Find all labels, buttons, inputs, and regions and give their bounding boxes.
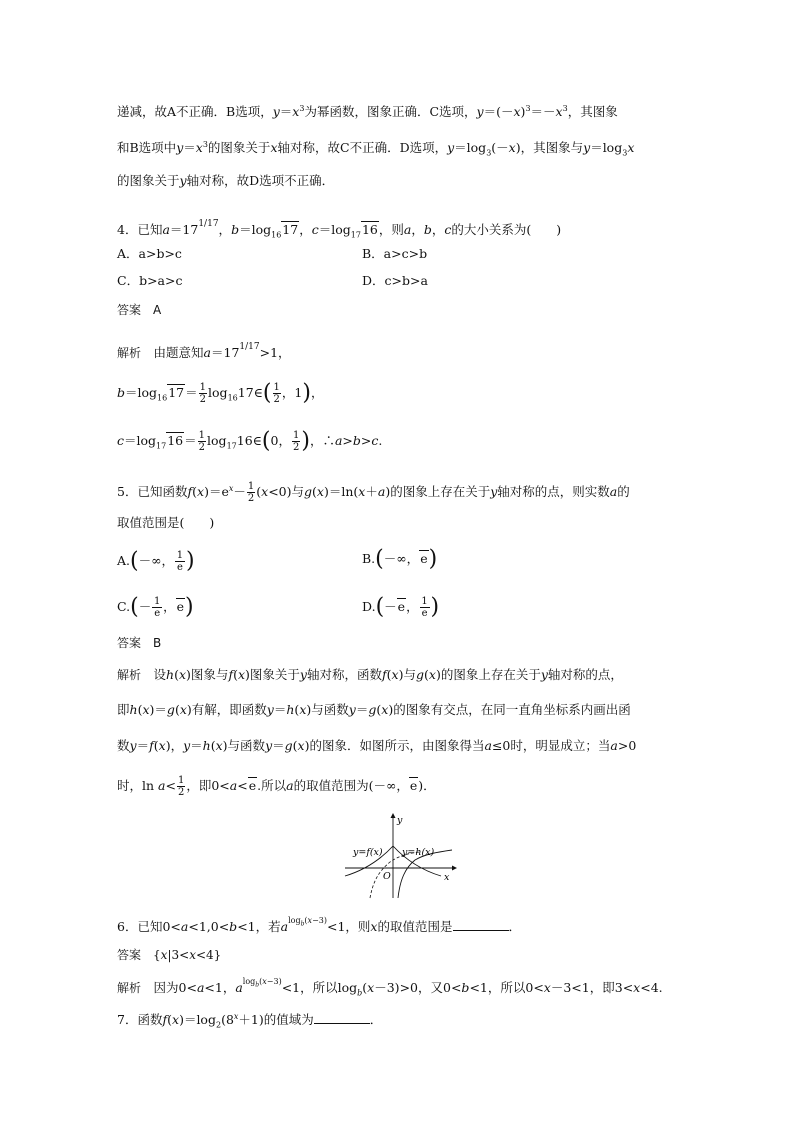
q6-analysis: 解析 因为0<a<1，$a^{log_b(x-3)}<1$，所以$\log_b(x-3)>0$，又0<b<1，所以0<x－3<1，即3<x<4. [117,977,663,998]
q4-option-d[interactable]: D．c>b>a [362,273,428,288]
q7-stem: 7．函数$f(x)=\log_2(8^x+1)$的值域为 ． [117,1012,383,1030]
q5-stem-1: 5．已知函数$f(x)=e^x-$ $\frac{1}{2}$ (x<0)与g(x)＝ln(x＋a)的图象上存在关于y轴对称的点，则实数a的 [117,481,630,505]
q5-analysis-3: 数y＝f(x)，y＝h(x)与函数y＝g(x)的图象．如图所示，由图象得当a≤0时，明显成立；当a>0 [117,738,637,753]
q4-analysis-1: 解析 由题意知$a=17^{1/17}>1$， [117,342,291,361]
q5-option-c[interactable]: C.(－ $\frac{1}{e}$ ，e) [117,594,194,620]
function-graph-figure [340,810,460,900]
cont-line-1: 递减，故A不正确．B选项，$y=x^3$为幂函数，图象正确．C选项，$y=(-x)^3=-x^3$，其图象 [117,104,618,120]
q4-number: 4． [117,222,138,238]
q4-stem: 4．已知$a=17^{1/17}$，$b=\log_{16}17$，$c=\log_{17}16$，则a，b，c的大小关系为( ) [117,219,562,240]
q4-option-c[interactable]: C．b>a>c [117,273,183,288]
q5-analysis-2: 即h(x)＝g(x)有解，即函数y＝h(x)与函数y＝g(x)的图象有交点，在同一直角坐标系内画出函 [117,702,631,717]
q6-answer: 答案 {x|3<x<4} [117,948,222,962]
q5-analysis-4: 时，ln a< $\frac{1}{2}$ ，即0<a<e.所以a的取值范围为(－∞，e)． [117,775,436,798]
cont-line-3: 的图象关于y轴对称，故D选项不正确． [117,173,335,188]
q5-option-b[interactable]: B.(－∞，e) [362,546,438,572]
q4-option-a[interactable]: A．a>b>c [117,246,182,261]
q7-answer-blank[interactable] [314,1011,370,1024]
cont-line-2: 和B选项中$y=x^3$的图象关于x轴对称，故C不正确．D选项，$y=\log_3(-x)$，其图象与$y=\log_3x$ [117,140,635,158]
q4-option-b[interactable]: B．a>c>b [362,246,428,261]
q5-answer: 答案 B [117,636,162,650]
y-axis-arrow [391,813,396,818]
fx-label: y=f(x) [353,847,383,858]
q6-stem: 6．已知0<a<1,0<b<1，若$a^{log_b(x-3)}<1$，则x的取值范围是 ． [117,916,522,935]
q5-option-d[interactable]: D.(－e， $\frac{1}{e}$ ) [362,594,440,620]
hx-label: y=h(x) [402,847,435,858]
q5-stem-2: 取值范围是( ) [117,515,215,530]
x-axis-arrow [452,866,457,871]
x-axis-label: x [444,872,450,883]
y-axis-label: y [397,815,403,826]
q5-option-a[interactable]: A.(－∞， $\frac{1}{e}$ ) [117,548,195,574]
q6-answer-blank[interactable] [453,918,509,931]
q4-analysis-b: $b=\log_{16}17=$ $\frac{1}{2}$ $\log_{16}17\in$( $\frac{1}{2}$ ，1)， [117,380,324,406]
q4-answer: 答案 A [117,303,162,317]
q4-analysis-c: $c=\log_{17}16=$ $\frac{1}{2}$ $\log_{17}16\in(0$， $\frac{1}{2}$ )，∴a>b>c. [117,428,383,454]
q5-analysis-1: 解析 设h(x)图象与f(x)图象关于y轴对称，函数f(x)与g(x)的图象上存在关于y轴对称的点， [117,667,623,682]
gx-dashed-curve [370,852,420,898]
origin-label: O [383,871,391,882]
